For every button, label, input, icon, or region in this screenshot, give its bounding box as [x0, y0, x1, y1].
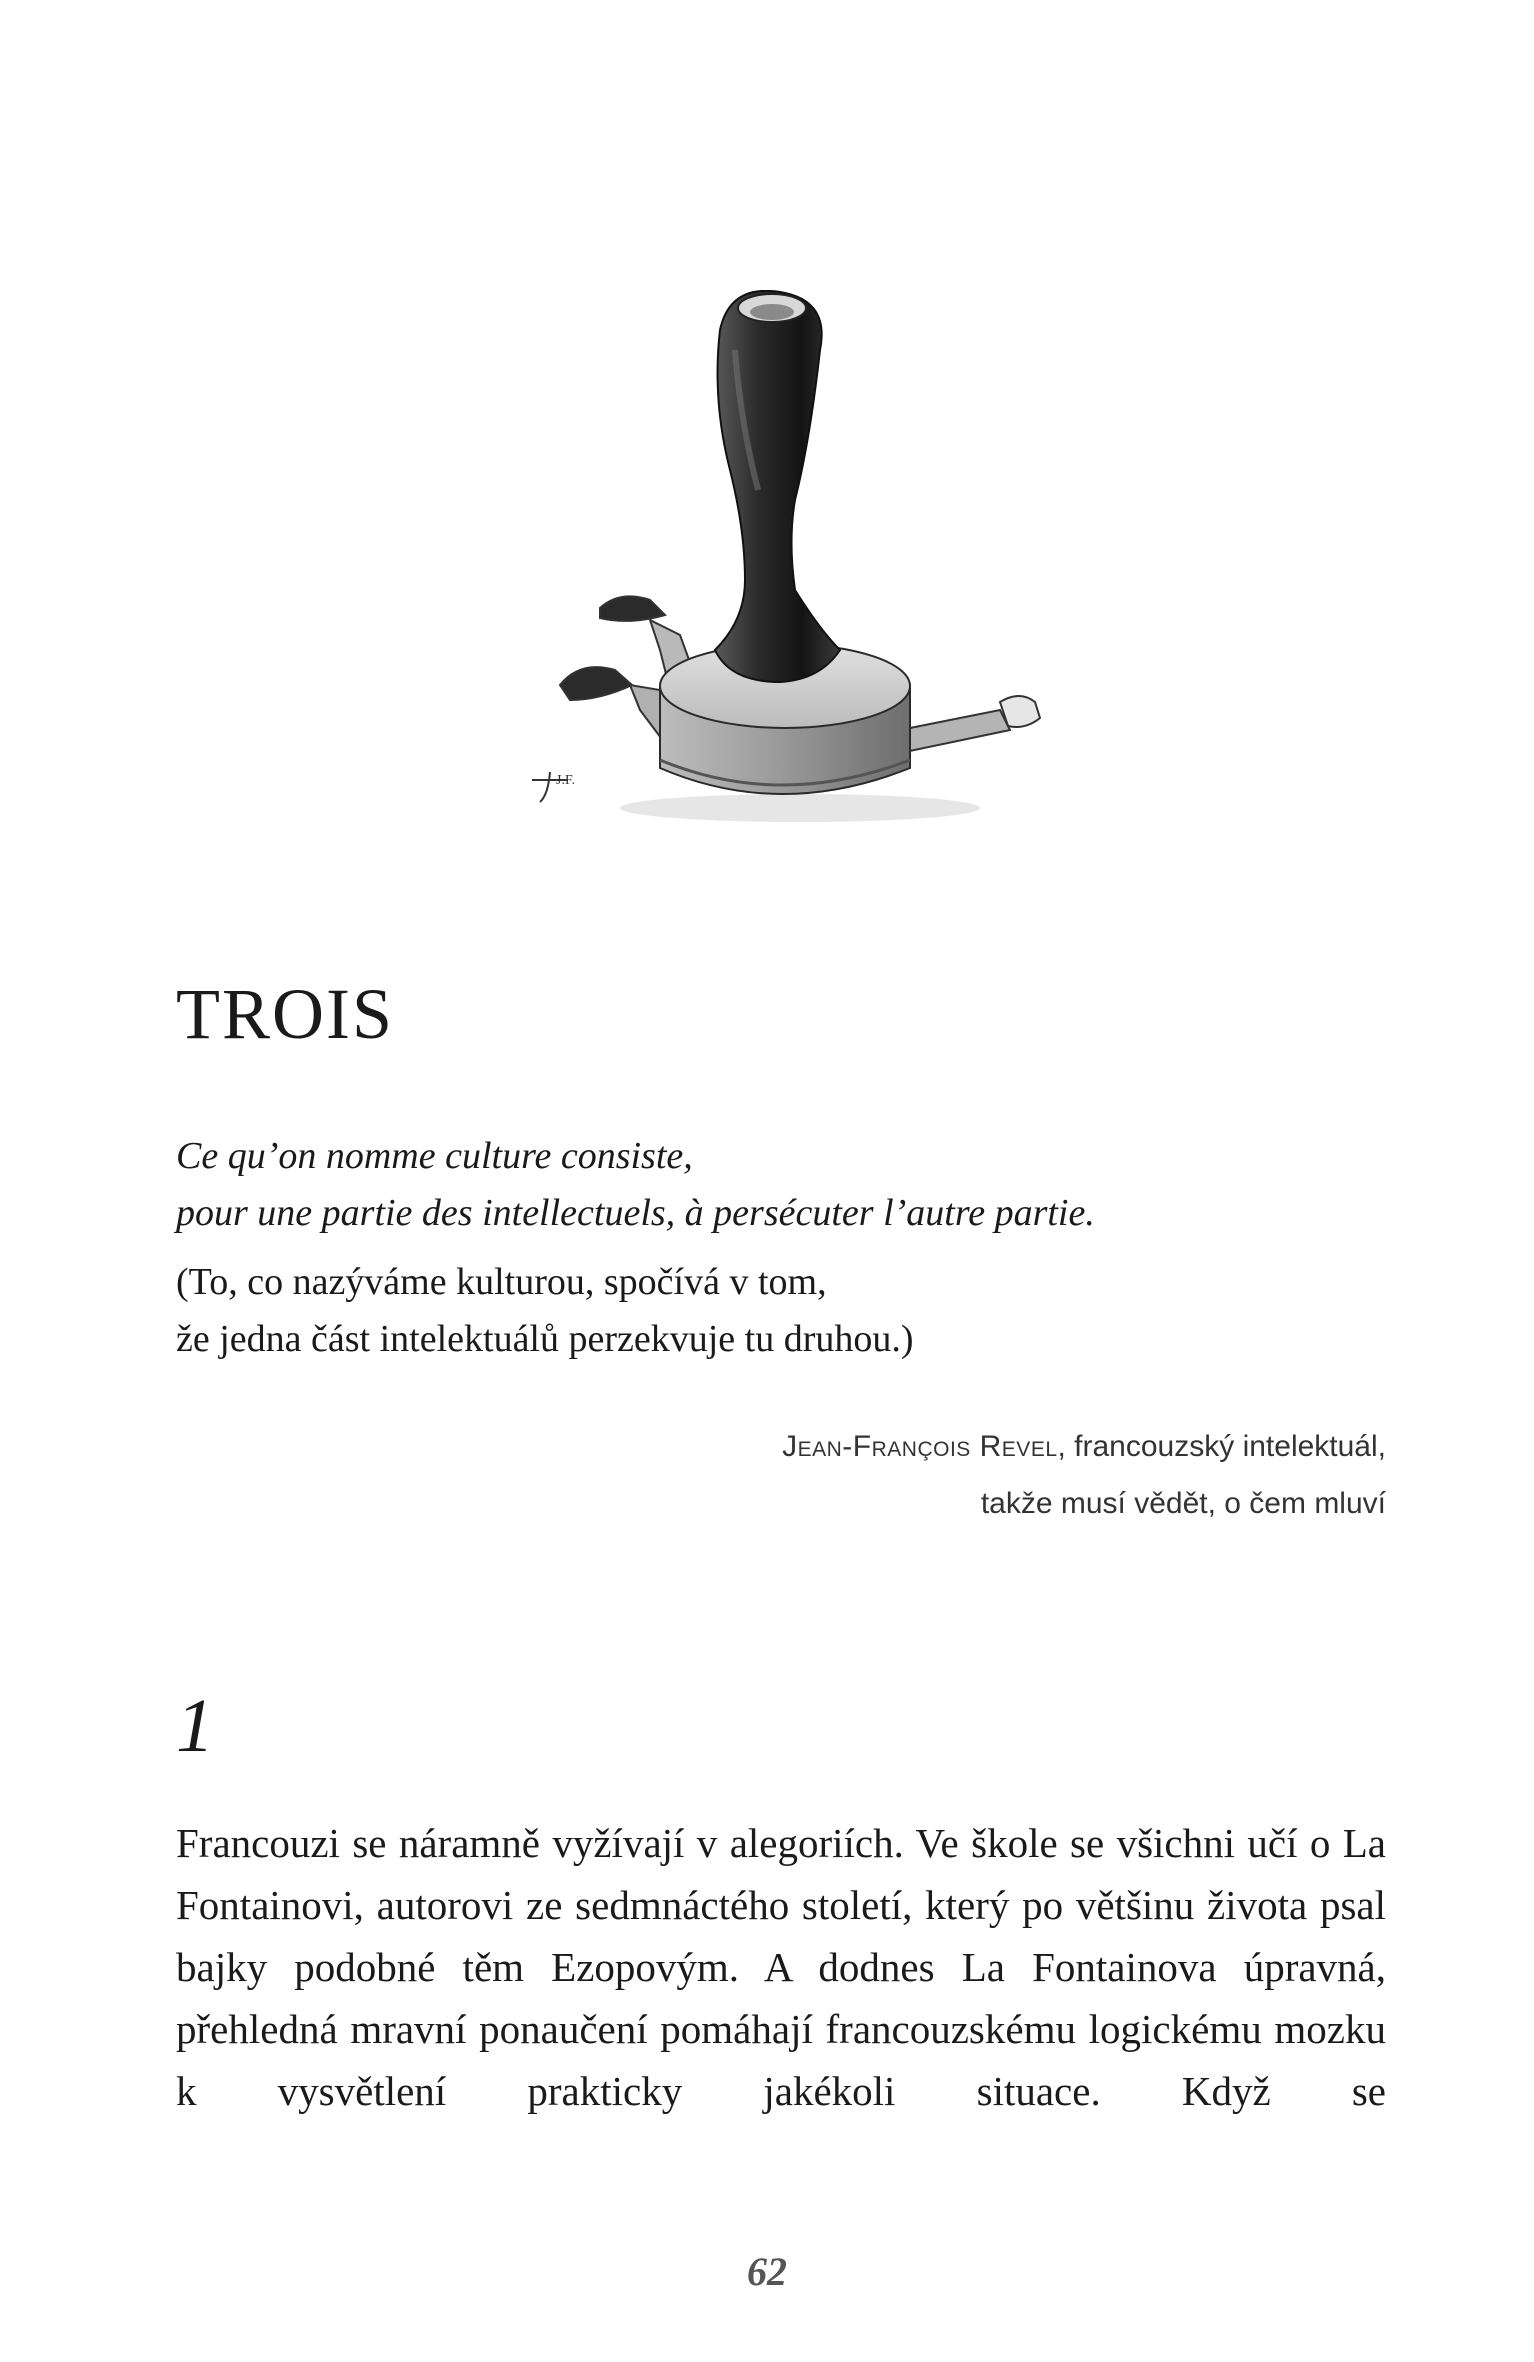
- man-arm: [900, 696, 1040, 752]
- epigraph-french-line: pour une partie des intellectuels, à persécuter l’autre partie.: [176, 1192, 1095, 1234]
- epigraph-czech-line: (To, co nazýváme kulturou, spočívá v tom,: [176, 1261, 827, 1303]
- epigraph-attribution: [782, 1418, 1386, 1532]
- attribution-line: [782, 1418, 1386, 1475]
- body-paragraph: Francouzi se náramně vyžívají v alegoriích. Ve škole se všichni učí o La Fontainovi, autorovi ze sedmnáctého století, který po většinu života psal bajky podobné těm Ezopovým. A dodnes La Fontainova úpravná, přehledná mravní ponaučení pomáhají francouzskému logickému mozku k vysvětlení prakticky jakékoli situace. Když se: [176, 1820, 1386, 2114]
- artist-signature-mark: [532, 772, 575, 802]
- author-description: , francouzský intelektuál,: [1057, 1430, 1386, 1463]
- epigraph-czech: [176, 1254, 1396, 1368]
- stamp-illustration: [520, 290, 1080, 850]
- author-name: Jean-François Revel: [782, 1430, 1058, 1463]
- svg-text:J.F.: J.F.: [556, 773, 576, 788]
- attribution-line: takže musí vědět, o čem mluví: [980, 1487, 1386, 1520]
- epigraph: [176, 1128, 1396, 1368]
- epigraph-french-line: Ce qu’on nomme culture consiste,: [176, 1135, 693, 1177]
- chapter-title: TROIS: [176, 974, 395, 1054]
- stamp-handle: [715, 291, 840, 682]
- section-number: 1: [176, 1684, 214, 1768]
- epigraph-czech-line: že jedna část intelektuálů perzekvuje tu druhou.): [176, 1318, 914, 1360]
- epigraph-french: [176, 1128, 1396, 1242]
- page-number: 62: [747, 2249, 787, 2294]
